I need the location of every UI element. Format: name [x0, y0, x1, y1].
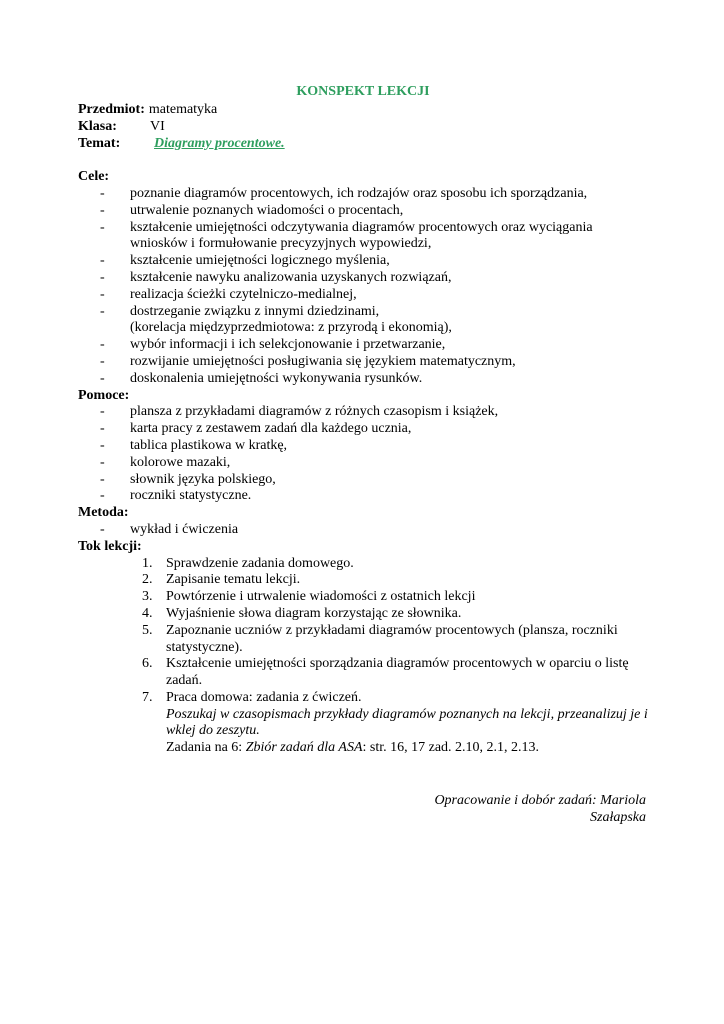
list-item: 5. Zapoznanie uczniów z przykładami diagramów procentowych (plansza, roczniki statystyczne). [142, 622, 618, 655]
class-row [78, 119, 648, 136]
subject-row [78, 102, 648, 119]
list-item: - tablica plastikowa w kratkę, [100, 437, 288, 453]
step-number: 6. [142, 656, 153, 672]
list-item: - roczniki statystyczne. [100, 488, 252, 504]
dash-bullet-icon: - [100, 219, 105, 235]
list-item: - realizacja ścieżki czytelniczo-medialnej, [100, 286, 357, 302]
spacer [78, 152, 648, 169]
list-item: - karta pracy z zestawem zadań dla każdego ucznia, [100, 421, 412, 437]
dash-bullet-icon: - [100, 337, 105, 353]
list-item: - utrwalenie poznanych wiadomości o procentach, [100, 202, 404, 218]
step-number: 7. [142, 689, 153, 705]
lesson-plan-page [78, 84, 648, 757]
tasks-prefix: Zadania na 6: [166, 740, 246, 756]
dash-bullet-icon: - [100, 370, 105, 386]
list-item: 4. Wyjaśnienie słowa diagram korzystając ze słownika. [142, 605, 462, 621]
tasks-book: Zbiór zadań dla ASA [245, 740, 363, 756]
method-heading: Metoda: [78, 505, 129, 521]
list-item: - wykład i ćwiczenia [100, 521, 239, 537]
class-label: Klasa: [78, 118, 117, 134]
topic-row [78, 136, 648, 153]
list-item: - kształcenie umiejętności logicznego myślenia, [100, 253, 390, 269]
list-item: - słownik języka polskiego, [100, 471, 276, 487]
step-number: 2. [142, 572, 153, 588]
list-item: - doskonalenia umiejętności wykonywania rysunków. [100, 370, 423, 386]
dash-bullet-icon: - [100, 185, 105, 201]
dash-bullet-icon: - [100, 202, 105, 218]
dash-bullet-icon: - [100, 404, 105, 420]
topic-label: Temat: [78, 135, 121, 151]
goals-list [78, 186, 648, 388]
aids-heading: Pomoce: [78, 387, 130, 403]
author-credit [406, 792, 646, 826]
dash-bullet-icon: - [100, 437, 105, 453]
dash-bullet-icon: - [100, 421, 105, 437]
list-item: - wybór informacji i ich selekcjonowanie i przetwarzanie, [100, 337, 446, 353]
list-item: - plansza z przykładami diagramów z różnych czasopism i książek, [100, 404, 499, 420]
homework-note: Poszukaj w czasopismach przykłady diagramów poznanych na lekcji, przeanalizuj je i wklej do zeszytu. [166, 706, 648, 739]
dash-bullet-icon: - [100, 269, 105, 285]
list-item: - rozwijanie umiejętności posługiwania się językiem matematycznym, [100, 353, 516, 369]
dash-bullet-icon: - [100, 253, 105, 269]
method-list [78, 522, 648, 539]
dash-bullet-icon: - [100, 454, 105, 470]
author-line-2: Szałapska [590, 810, 646, 825]
list-item: 7. Praca domowa: zadania z ćwiczeń. Poszukaj w czasopismach przykłady diagramów poznanych na lekcji, przeanalizuj je i wklej do zeszytu. Zadania na 6: Zbiór zadań dla ASA: str. 16, 17 zad. 2.10, 2.1, 2.13. [142, 689, 648, 756]
aids-list [78, 404, 648, 505]
dash-bullet-icon: - [100, 303, 105, 319]
list-item: - kolorowe mazaki, [100, 454, 231, 470]
tasks-suffix: : str. 16, 17 zad. 2.10, 2.1, 2.13. [362, 740, 540, 756]
lesson-flow-heading: Tok lekcji: [78, 538, 142, 554]
author-line-1: Opracowanie i dobór zadań: Mariola [434, 793, 646, 808]
list-item: - poznanie diagramów procentowych, ich rodzajów oraz sposobu ich sporządzania, [100, 185, 588, 201]
step-number: 4. [142, 605, 153, 621]
correlation-note: (korelacja międzyprzedmiotowa: z przyrodą i ekonomią), [130, 320, 452, 336]
dash-bullet-icon: - [100, 471, 105, 487]
list-item: - kształcenie nawyku analizowania uzyskanych rozwiązań, [100, 269, 452, 285]
list-item: 2. Zapisanie tematu lekcji. [142, 572, 301, 588]
lesson-steps-list [78, 556, 648, 758]
dash-bullet-icon: - [100, 488, 105, 504]
dash-bullet-icon: - [100, 286, 105, 302]
step-number: 3. [142, 589, 153, 605]
list-item: - kształcenie umiejętności odczytywania diagramów procentowych oraz wyciągania wniosków i formułowanie precyzyjnych wypowiedzi, [100, 219, 593, 252]
list-item: 3. Powtórzenie i utrwalenie wiadomości z ostatnich lekcji [142, 589, 476, 605]
dash-bullet-icon: - [100, 353, 105, 369]
subject-value: matematyka [148, 102, 218, 117]
goals-heading: Cele: [78, 169, 110, 185]
list-item: 6. Kształcenie umiejętności sporządzania diagramów procentowych w oparciu o listę zadań. [142, 656, 629, 689]
class-value: VI [150, 118, 165, 134]
document-title: KONSPEKT LEKCJI [296, 84, 430, 99]
list-item: - dostrzeganie związku z innymi dziedzinami, (korelacja międzyprzedmiotowa: z przyrodą i ekonomią), [100, 303, 452, 336]
subject-label: Przedmiot: [78, 102, 145, 117]
topic-value: Diagramy procentowe. [154, 135, 285, 151]
step-number: 1. [142, 555, 153, 571]
dash-bullet-icon: - [100, 521, 105, 537]
list-item: 1. Sprawdzenie zadania domowego. [142, 555, 354, 571]
step-number: 5. [142, 622, 153, 638]
